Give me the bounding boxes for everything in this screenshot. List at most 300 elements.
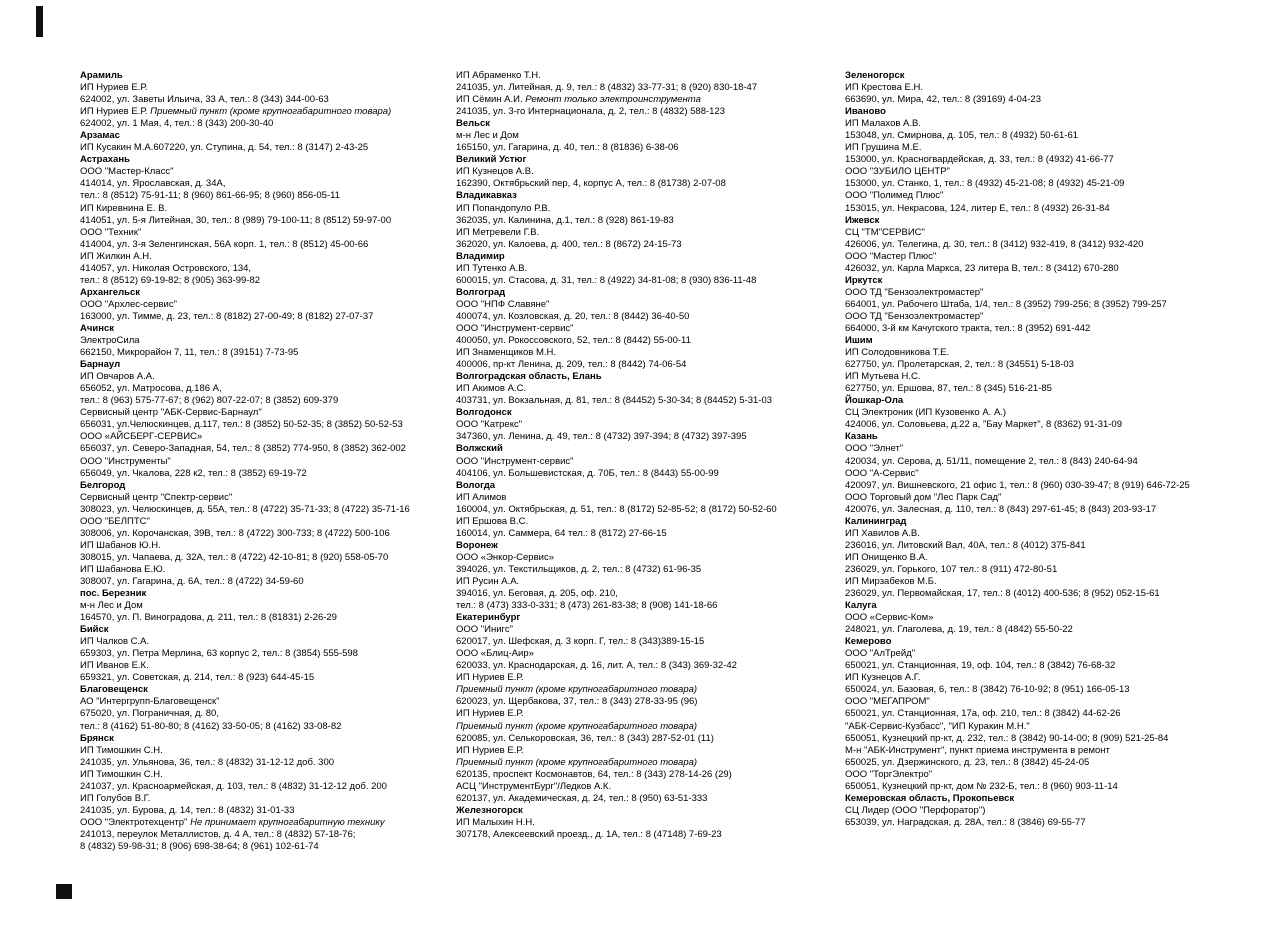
- city-heading: [80, 154, 452, 166]
- city-heading: [456, 190, 842, 202]
- entry-note: Приемный пункт (кроме крупногабаритного товара): [456, 684, 698, 696]
- entry-text: Сервисный центр "АБК-Сервис-Барнаул": [80, 407, 262, 419]
- entry-line: [456, 311, 842, 323]
- entry-text: 308015, ул. Чапаева, д. 32А, тел.: 8 (4722) 42-10-81; 8 (920) 558-05-70: [80, 551, 389, 563]
- city-name: Благовещенск: [80, 684, 148, 696]
- entry-text: тел.: 8 (4162) 51-80-80; 8 (4162) 33-50-05; 8 (4162) 33-08-82: [80, 720, 342, 732]
- city-name: Брянск: [80, 732, 114, 744]
- entry-text: ЭлектроСила: [80, 335, 140, 347]
- entry-line: [456, 588, 842, 600]
- entry-line: [456, 106, 842, 118]
- city-name: Астрахань: [80, 154, 130, 166]
- city-name: Йошкар-Ола: [845, 395, 904, 407]
- entry-text: 162390, Октябрьский пер, 4, корпус А, тел.: 8 (81738) 2-07-08: [456, 178, 726, 190]
- city-heading: [845, 215, 1260, 227]
- city-name: пос. Березник: [80, 588, 147, 600]
- column-2: [456, 70, 842, 841]
- entry-line: [845, 82, 1260, 94]
- entry-text: ООО "Полимед Плюс": [845, 190, 944, 202]
- entry-text: 400050, ул. Рокоссовского, 52, тел.: 8 (8442) 55-00-11: [456, 335, 691, 347]
- entry-line: [845, 359, 1260, 371]
- entry-text: 8 (4832) 59-98-31; 8 (906) 698-38-64; 8 (961) 102-61-74: [80, 841, 319, 852]
- entry-text: ООО "Инигс": [456, 624, 513, 636]
- entry-line: [80, 564, 452, 576]
- entry-line: [80, 275, 452, 287]
- entry-line: [80, 841, 452, 853]
- entry-text: 394016, ул. Беговая, д. 205, оф. 210,: [456, 588, 618, 600]
- entry-line: [80, 660, 452, 672]
- city-heading: [845, 395, 1260, 407]
- entry-line: [456, 733, 842, 745]
- entry-line: [845, 817, 1260, 829]
- entry-text: ИП Крестова Е.Н.: [845, 82, 924, 94]
- entry-line: [456, 660, 842, 672]
- entry-text: 620135, проспект Космонавтов, 64, тел.: 8 (343) 278-14-26 (29): [456, 768, 732, 780]
- city-name: Волжский: [456, 443, 503, 455]
- entry-line: [845, 251, 1260, 263]
- entry-line: [80, 94, 452, 106]
- entry-line: [845, 552, 1260, 564]
- entry-text: ИП Иванов Е.К.: [80, 660, 149, 672]
- entry-line: [80, 190, 452, 202]
- entry-text: 426032, ул. Карла Маркса, 23 литера В, тел.: 8 (3412) 670-280: [845, 262, 1119, 274]
- entry-text: ИП Нуриев Е.Р.: [456, 672, 524, 684]
- entry-line: [456, 335, 842, 347]
- entry-line: [845, 347, 1260, 359]
- city-name: Арамиль: [80, 70, 123, 81]
- entry-line: [80, 166, 452, 178]
- entry-line: [456, 142, 842, 154]
- entry-text: 308023, ул. Челюскинцев, д. 55А, тел.: 8 (4722) 35-71-33; 8 (4722) 35-71-16: [80, 503, 410, 515]
- entry-text: ИП Нуриев Е.Р.: [80, 106, 151, 118]
- entry-text: 627750, ул. Пролетарская, 2, тел.: 8 (34551) 5-18-03: [845, 359, 1074, 371]
- entry-text: ИП Киревнина Е. В.: [80, 202, 168, 214]
- entry-text: 656037, ул. Северо-Западная, 54, тел.: 8 (3852) 774-950, 8 (3852) 362-002: [80, 443, 406, 455]
- entry-text: ИП Овчаров А.А.: [80, 371, 155, 383]
- entry-note: Не принимает крупногабаритную технику: [190, 816, 385, 828]
- entry-line: [80, 612, 452, 624]
- entry-text: ИП Нуриев Е.Р.: [456, 744, 524, 756]
- entry-line: [845, 504, 1260, 516]
- city-name: Волгодонск: [456, 407, 512, 419]
- entry-text: 650024, ул. Базовая, 6, тел.: 8 (3842) 76-10-92; 8 (951) 166-05-13: [845, 684, 1130, 696]
- entry-text: 420076, ул. Залесная, д. 110, тел.: 8 (843) 297-61-45; 8 (843) 203-93-17: [845, 503, 1157, 515]
- entry-line: [845, 130, 1260, 142]
- entry-text: ООО "Архлес-сервис": [80, 298, 177, 310]
- entry-text: ООО "НПФ Славяне": [456, 298, 550, 310]
- entry-line: [80, 793, 452, 805]
- entry-line: [456, 227, 842, 239]
- entry-line: [456, 793, 842, 805]
- column-3: [845, 70, 1260, 829]
- entry-text: ООО «Блиц-Аир»: [456, 648, 534, 660]
- city-heading: [80, 323, 452, 335]
- entry-line: [845, 660, 1260, 672]
- entry-line: [845, 696, 1260, 708]
- entry-text: СЦ Лидер (ООО "Перфоратор"): [845, 804, 986, 816]
- entry-text: 620137, ул. Академическая, д. 24, тел.: 8 (950) 63-51-333: [456, 792, 708, 804]
- entry-text: ООО "А-Сервис": [845, 467, 919, 479]
- city-name: Кемерово: [845, 636, 892, 648]
- entry-text: ООО "АлТрейд": [845, 648, 916, 660]
- entry-line: [80, 781, 452, 793]
- entry-line: [80, 516, 452, 528]
- entry-line: [456, 359, 842, 371]
- entry-text: 420097, ул. Вишневского, 21 офис 1, тел.: 8 (960) 030-39-47; 8 (919) 646-72-25: [845, 479, 1190, 491]
- entry-text: 394026, ул. Текстильщиков, д. 2, тел.: 8 (4732) 61-96-35: [456, 563, 702, 575]
- city-name: Бийск: [80, 624, 109, 636]
- entry-line: [456, 419, 842, 431]
- entry-line: [456, 721, 842, 733]
- city-heading: [845, 600, 1260, 612]
- entry-text: ИП Шабанова Е.Ю.: [80, 563, 166, 575]
- entry-line: [80, 227, 452, 239]
- city-name: Великий Устюг: [456, 154, 527, 166]
- entry-text: АСЦ "ИнструментБург"/Ледков А.К.: [456, 780, 612, 792]
- city-name: Архангельск: [80, 286, 140, 298]
- entry-text: 400006, пр-кт Ленина, д. 209, тел.: 8 (8442) 74-06-54: [456, 359, 687, 371]
- entry-line: [845, 299, 1260, 311]
- city-heading: [80, 359, 452, 371]
- entry-line: [456, 456, 842, 468]
- entry-text: ООО "Инструменты": [80, 455, 171, 467]
- entry-text: ИП Голубов В.Г.: [80, 792, 151, 804]
- city-heading: [80, 287, 452, 299]
- entry-line: [80, 311, 452, 323]
- entry-text: 307178, Алексеевский проезд., д. 1А, тел.: 8 (47148) 7-69-23: [456, 828, 722, 840]
- entry-line: [456, 94, 842, 106]
- entry-text: 308006, ул. Корочанская, 39В, тел.: 8 (4722) 300-733; 8 (4722) 500-106: [80, 527, 390, 539]
- column-1: [80, 70, 452, 853]
- entry-text: тел.: 8 (8512) 75-91-11; 8 (960) 861-66-95; 8 (960) 856-05-11: [80, 190, 340, 202]
- entry-text: 236029, ул. Первомайская, 17, тел.: 8 (4012) 400-536; 8 (952) 052-15-61: [845, 588, 1160, 600]
- entry-text: ООО "Мастер Плюс": [845, 250, 937, 262]
- entry-line: [80, 468, 452, 480]
- entry-line: [80, 504, 452, 516]
- city-name: Барнаул: [80, 359, 121, 371]
- entry-line: [845, 781, 1260, 793]
- entry-text: 241013, переулок Металлистов, д. 4 А, тел.: 8 (4832) 57-18-76;: [80, 828, 356, 840]
- entry-text: ООО ТД "Бензоэлектромастер": [845, 310, 984, 322]
- entry-line: [456, 275, 842, 287]
- entry-line: [456, 82, 842, 94]
- entry-text: ООО "Электротехцентр": [80, 816, 191, 828]
- entry-line: [456, 829, 842, 841]
- entry-text: СЦ Электроник (ИП Кузовенко А. А.): [845, 407, 1007, 419]
- entry-line: [80, 335, 452, 347]
- entry-text: 153015, ул. Некрасова, 124, литер Е, тел.: 8 (4932) 26-31-84: [845, 202, 1110, 214]
- city-name: Вологда: [456, 479, 496, 491]
- entry-text: 664001, ул. Рабочего Штаба, 1/4, тел.: 8 (3952) 799-256; 8 (3952) 799-257: [845, 298, 1167, 310]
- entry-text: "АБК-Сервис-Кузбасс", "ИП Куракин М.Н.": [845, 720, 1030, 732]
- city-name: Арзамас: [80, 130, 120, 142]
- city-name: Ижевск: [845, 214, 880, 226]
- entry-line: [80, 142, 452, 154]
- entry-line: [845, 757, 1260, 769]
- entry-text: ИП Тимошкин С.Н.: [80, 768, 163, 780]
- entry-text: 426006, ул. Телегина, д. 30, тел.: 8 (3412) 932-419, 8 (3412) 932-420: [845, 238, 1144, 250]
- entry-text: 403731, ул. Вокзальная, д. 81, тел.: 8 (84452) 5-30-34; 8 (84452) 5-31-03: [456, 395, 773, 407]
- entry-text: ИП Шабанов Ю.Н.: [80, 539, 161, 551]
- entry-line: [80, 757, 452, 769]
- entry-line: [845, 407, 1260, 419]
- entry-line: [456, 624, 842, 636]
- entry-line: [80, 708, 452, 720]
- entry-line: [845, 648, 1260, 660]
- city-heading: [456, 118, 842, 130]
- entry-line: [845, 371, 1260, 383]
- entry-text: ИП Грушина М.Е.: [845, 142, 922, 154]
- entry-line: [80, 371, 452, 383]
- entry-text: 424006, ул. Соловьева, д.22 а, "Бау Маркет", 8 (8362) 91-31-09: [845, 419, 1122, 431]
- city-name: Владимир: [456, 250, 505, 262]
- entry-line: [845, 190, 1260, 202]
- entry-line: [845, 721, 1260, 733]
- entry-line: [456, 383, 842, 395]
- city-heading: [80, 70, 452, 82]
- entry-text: 414051, ул. 5-я Литейная, 30, тел.: 8 (989) 79-100-11; 8 (8512) 59-97-00: [80, 214, 392, 226]
- entry-text: 650051, Кузнецкий пр-кт, д. 232, тел.: 8 (3842) 90-14-00; 8 (909) 521-25-84: [845, 732, 1169, 744]
- entry-line: [80, 769, 452, 781]
- entry-text: ООО "Катрекс": [456, 419, 523, 431]
- entry-text: 153000, ул. Красногвардейская, д. 33, тел.: 8 (4932) 41-66-77: [845, 154, 1114, 166]
- entry-text: ООО «Энкор-Сервис»: [456, 551, 554, 563]
- entry-text: 165150, ул. Гагарина, д. 40, тел.: 8 (81836) 6-38-06: [456, 142, 679, 154]
- entry-text: 624002, ул. 1 Мая, 4, тел.: 8 (343) 200-30-40: [80, 118, 274, 130]
- entry-text: ООО Торговый дом "Лес Парк Сад": [845, 491, 1002, 503]
- entry-line: [456, 215, 842, 227]
- entry-text: 662150, Микрорайон 7, 11, тел.: 8 (39151) 7-73-95: [80, 347, 299, 359]
- entry-text: ООО "Инструмент-сервис": [456, 455, 574, 467]
- entry-line: [456, 564, 842, 576]
- entry-line: [845, 528, 1260, 540]
- entry-line: [80, 721, 452, 733]
- entry-line: [80, 672, 452, 684]
- entry-text: 656049, ул. Чкалова, 228 к2, тел.: 8 (3852) 69-19-72: [80, 467, 307, 479]
- entry-note: Приемный пункт (кроме крупногабаритного товара): [150, 106, 392, 118]
- entry-line: [456, 203, 842, 215]
- entry-line: [80, 407, 452, 419]
- entry-line: [456, 708, 842, 720]
- entry-line: [80, 263, 452, 275]
- entry-text: ИП Мирзабеков М.Б.: [845, 575, 937, 587]
- city-heading: [845, 636, 1260, 648]
- city-name: Владикавказ: [456, 190, 517, 202]
- entry-text: ИП Алимов: [456, 491, 507, 503]
- entry-line: [80, 443, 452, 455]
- entry-text: ИП Хавилов А.В.: [845, 527, 920, 539]
- entry-line: [80, 118, 452, 130]
- city-heading: [845, 275, 1260, 287]
- entry-line: [80, 492, 452, 504]
- city-name: Белгород: [80, 479, 126, 491]
- entry-text: ИП Знаменщиков М.Н.: [456, 347, 557, 359]
- entry-line: [80, 528, 452, 540]
- city-heading: [456, 407, 842, 419]
- entry-text: ИП Нуриев Е.Р.: [80, 82, 148, 94]
- city-heading: [845, 106, 1260, 118]
- entry-note: Приемный пункт (кроме крупногабаритного товара): [456, 720, 698, 732]
- city-heading: [456, 612, 842, 624]
- entry-line: [845, 805, 1260, 817]
- entry-line: [845, 287, 1260, 299]
- entry-line: [456, 600, 842, 612]
- entry-text: 163000, ул. Тимме, д. 23, тел.: 8 (8182) 27-00-49; 8 (8182) 27-07-37: [80, 310, 374, 322]
- city-heading: [456, 540, 842, 552]
- entry-line: [456, 492, 842, 504]
- entry-text: ИП Метревели Г.В.: [456, 226, 540, 238]
- entry-text: ООО "Элнет": [845, 443, 904, 455]
- entry-line: [845, 323, 1260, 335]
- entry-text: 656031, ул.Челюскинцев, д.117, тел.: 8 (3852) 50-52-35; 8 (3852) 50-52-53: [80, 419, 403, 431]
- entry-line: [80, 419, 452, 431]
- entry-line: [456, 552, 842, 564]
- city-heading: [845, 70, 1260, 82]
- entry-text: ИП Сёмин А.И.: [456, 94, 526, 106]
- entry-line: [80, 347, 452, 359]
- entry-text: 620017, ул. Шефская, д. 3 корп. Г, тел.: 8 (343)389-15-15: [456, 636, 705, 648]
- entry-text: м-н Лес и Дом: [80, 600, 143, 612]
- entry-text: 153048, ул. Смирнова, д. 105, тел.: 8 (4932) 50-61-61: [845, 130, 1079, 142]
- entry-line: [80, 82, 452, 94]
- entry-line: [456, 576, 842, 588]
- entry-text: ИП Малыхин Н.Н.: [456, 816, 535, 828]
- entry-line: [845, 684, 1260, 696]
- city-name: Волгоград: [456, 286, 506, 298]
- entry-text: ИП Абраменко Т.Н.: [456, 70, 541, 81]
- entry-line: [456, 347, 842, 359]
- entry-line: [845, 154, 1260, 166]
- entry-text: ИП Кузнецов А.В.: [456, 166, 534, 178]
- entry-line: [80, 805, 452, 817]
- entry-line: [456, 757, 842, 769]
- entry-text: ИП Жилкин А.Н.: [80, 250, 152, 262]
- city-name: Екатеринбург: [456, 612, 521, 624]
- entry-line: [845, 468, 1260, 480]
- entry-text: ИП Кусакин М.А.607220, ул. Ступина, д. 54, тел.: 8 (3147) 2-43-25: [80, 142, 369, 154]
- entry-text: СЦ "ТМ"СЕРВИС": [845, 226, 925, 238]
- entry-text: ИП Мутьева Н.С.: [845, 371, 921, 383]
- entry-text: ООО "Мастер-Класс": [80, 166, 174, 178]
- entry-text: 236029, ул. Горького, 107 тел.: 8 (911) 472-80-51: [845, 563, 1058, 575]
- entry-text: 400074, ул. Козловская, д. 20, тел.: 8 (8442) 36-40-50: [456, 310, 690, 322]
- entry-line: [80, 745, 452, 757]
- entry-text: 414057, ул. Николая Островского, 134,: [80, 262, 252, 274]
- city-heading: [456, 371, 842, 383]
- entry-line: [80, 829, 452, 841]
- entry-line: [80, 576, 452, 588]
- entry-text: ИП Чалков С.А.: [80, 636, 150, 648]
- entry-line: [80, 431, 452, 443]
- entry-text: ИП Ершова В.С.: [456, 515, 529, 527]
- entry-line: [80, 540, 452, 552]
- city-heading: [845, 793, 1260, 805]
- entry-line: [845, 203, 1260, 215]
- entry-line: [845, 672, 1260, 684]
- entry-line: [456, 672, 842, 684]
- entry-line: [80, 239, 452, 251]
- entry-text: 420034, ул. Серова, д. 51/11, помещение 2, тел.: 8 (843) 240-64-94: [845, 455, 1138, 467]
- city-heading: [456, 154, 842, 166]
- entry-line: [456, 504, 842, 516]
- entry-line: [456, 323, 842, 335]
- entry-text: ООО "Инструмент-сервис": [456, 322, 574, 334]
- entry-line: [845, 263, 1260, 275]
- city-name: Ишим: [845, 335, 873, 347]
- entry-text: 653039, ул. Наградская, д. 28А, тел.: 8 (3846) 69-55-77: [845, 816, 1086, 828]
- city-heading: [845, 516, 1260, 528]
- entry-text: тел.: 8 (8512) 69-19-82; 8 (905) 363-99-82: [80, 274, 261, 286]
- entry-text: 153000, ул. Станко, 1, тел.: 8 (4932) 45-21-08; 8 (4932) 45-21-09: [845, 178, 1125, 190]
- entry-line: [456, 528, 842, 540]
- entry-text: 659303, ул. Петра Мерлина, 63 корпус 2, тел.: 8 (3854) 555-598: [80, 648, 358, 660]
- entry-line: [845, 239, 1260, 251]
- entry-line: [80, 299, 452, 311]
- entry-line: [845, 588, 1260, 600]
- entry-line: [456, 130, 842, 142]
- entry-line: [845, 227, 1260, 239]
- entry-text: 650051, Кузнецкий пр-кт, дом № 232-Б, тел.: 8 (960) 903-11-14: [845, 780, 1118, 792]
- entry-line: [845, 492, 1260, 504]
- entry-text: 624002, ул. Заветы Ильича, 33 А, тел.: 8 (343) 344-00-63: [80, 94, 329, 106]
- entry-line: [845, 118, 1260, 130]
- entry-text: 241037, ул. Красноармейская, д. 103, тел.: 8 (4832) 31-12-12 доб. 200: [80, 780, 387, 792]
- entry-line: [456, 166, 842, 178]
- entry-text: ООО "МЕГАПРОМ": [845, 696, 930, 708]
- entry-text: 241035, ул. Литейная, д. 9, тел.: 8 (4832) 33-77-31; 8 (920) 830-18-47: [456, 82, 758, 94]
- city-heading: [456, 443, 842, 455]
- entry-text: 236016, ул. Литовский Вал, 40А, тел.: 8 (4012) 375-841: [845, 539, 1086, 551]
- entry-text: тел.: 8 (963) 575-77-67; 8 (962) 807-22-07; 8 (3852) 609-379: [80, 395, 339, 407]
- city-heading: [80, 733, 452, 745]
- entry-text: 160014, ул. Саммера, 64 тел.: 8 (8172) 27-66-15: [456, 527, 667, 539]
- entry-text: 675020, ул. Пограничная, д. 80,: [80, 708, 219, 720]
- entry-text: 160004, ул. Октябрьская, д. 51, тел.: 8 (8172) 52-85-52; 8 (8172) 50-52-60: [456, 503, 777, 515]
- city-heading: [456, 287, 842, 299]
- entry-text: ООО "ЗУБИЛО ЦЕНТР": [845, 166, 950, 178]
- entry-text: ООО ТД "Бензоэлектромастер": [845, 286, 984, 298]
- entry-line: [456, 781, 842, 793]
- entry-line: [80, 648, 452, 660]
- entry-line: [845, 612, 1260, 624]
- entry-text: ИП Попандопуло Р.В.: [456, 202, 551, 214]
- city-heading: [456, 805, 842, 817]
- entry-text: ИП Русин А.А.: [456, 575, 520, 587]
- entry-text: ООО «АЙСБЕРГ-СЕРВИС»: [80, 431, 203, 443]
- entry-line: [845, 311, 1260, 323]
- entry-text: 241035, ул. 3-го Интернационала, д. 2, тел.: 8 (4832) 588-123: [456, 106, 725, 118]
- entry-line: [845, 564, 1260, 576]
- entry-text: 248021, ул. Глаголева, д. 19, тел.: 8 (4842) 55-50-22: [845, 624, 1073, 636]
- entry-note: Приемный пункт (кроме крупногабаритного товара): [456, 756, 698, 768]
- entry-line: [80, 106, 452, 118]
- entry-text: 362035, ул. Калинина, д.1, тел.: 8 (928) 861-19-83: [456, 214, 674, 226]
- city-heading: [80, 624, 452, 636]
- entry-text: ООО "Техник": [80, 226, 142, 238]
- entry-line: [80, 203, 452, 215]
- entry-text: ИП Тутенко А.В.: [456, 262, 528, 274]
- city-name: Иркутск: [845, 274, 883, 286]
- city-name: Волгоградская область, Елань: [456, 371, 602, 383]
- entry-line: [80, 600, 452, 612]
- entry-text: 347360, ул. Ленина, д. 49, тел.: 8 (4732) 397-394; 8 (4732) 397-395: [456, 431, 747, 443]
- entry-line: [845, 178, 1260, 190]
- entry-line: [845, 142, 1260, 154]
- entry-line: [80, 383, 452, 395]
- entry-text: ООО "БЕЛПТС": [80, 515, 150, 527]
- entry-line: [80, 215, 452, 227]
- entry-text: 620085, ул. Селькоровская, 36, тел.: 8 (343) 287-52-01 (11): [456, 732, 714, 744]
